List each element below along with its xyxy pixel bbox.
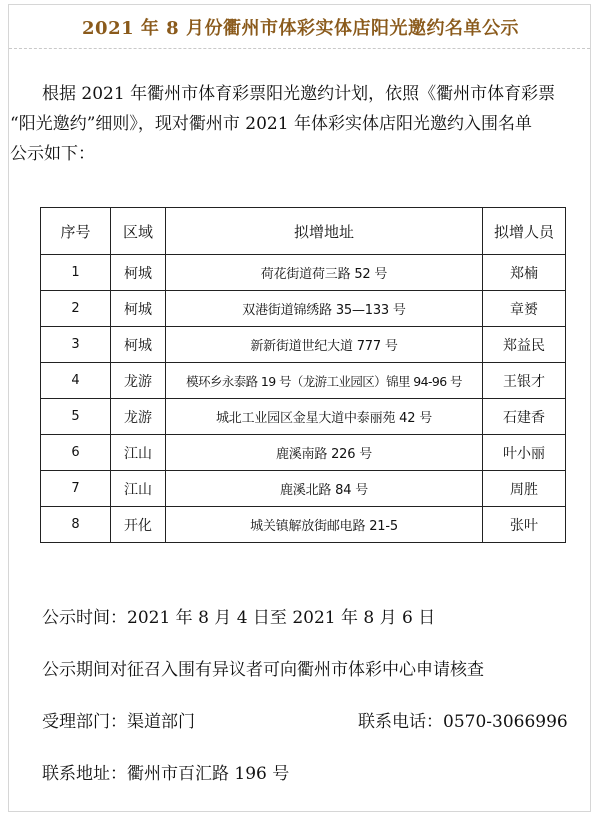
contact-phone: 联系电话：0570-3066996 <box>358 712 568 732</box>
cell-address: 鹿溪南路 226 号 <box>166 435 483 471</box>
cell-address: 模环乡永泰路 19 号（龙游工业园区）锦里 94-96 号 <box>166 363 483 399</box>
cell-area: 开化 <box>111 507 166 543</box>
intro-line: “阳光邀约”细则》，现对衢州市 2021 年体彩实体店阳光邀约入围名单 <box>10 114 532 134</box>
cell-index: 2 <box>41 291 111 327</box>
cell-person: 章赟 <box>483 291 566 327</box>
cell-address: 荷花街道荷三路 52 号 <box>166 255 483 291</box>
objection-notice: 公示期间对征召入围有异议者可向衢州市体彩中心申请核查 <box>42 660 484 680</box>
table-header-row <box>41 208 566 255</box>
cell-person: 郑益民 <box>483 327 566 363</box>
cell-person: 石建香 <box>483 399 566 435</box>
header-person: 拟增人员 <box>483 208 566 255</box>
cell-area: 龙游 <box>111 363 166 399</box>
cell-person: 郑楠 <box>483 255 566 291</box>
table-row <box>41 399 566 435</box>
intro-line: 公示如下： <box>10 144 95 164</box>
intro-line: 根据 2021 年衢州市体育彩票阳光邀约计划，依照《衢州市体育彩票 <box>42 84 556 104</box>
publicity-period: 公示时间：2021 年 8 月 4 日至 2021 年 8 月 6 日 <box>42 608 436 628</box>
cell-address: 新新街道世纪大道 777 号 <box>166 327 483 363</box>
header-area: 区域 <box>111 208 166 255</box>
cell-person: 周胜 <box>483 471 566 507</box>
cell-index: 3 <box>41 327 111 363</box>
cell-index: 8 <box>41 507 111 543</box>
page-title: 2021 年 8 月份衢州市体彩实体店阳光邀约名单公示 <box>82 18 519 39</box>
table-row <box>41 507 566 543</box>
cell-person: 张叶 <box>483 507 566 543</box>
table-row <box>41 363 566 399</box>
cell-address: 城北工业园区金星大道中泰丽苑 42 号 <box>166 399 483 435</box>
cell-address: 双港街道锦绣路 35—133 号 <box>166 291 483 327</box>
table-row <box>41 327 566 363</box>
intro-paragraph <box>10 79 590 169</box>
cell-index: 4 <box>41 363 111 399</box>
cell-area: 柯城 <box>111 255 166 291</box>
cell-address: 鹿溪北路 84 号 <box>166 471 483 507</box>
table-row <box>41 291 566 327</box>
cell-person: 叶小丽 <box>483 435 566 471</box>
table-row <box>41 471 566 507</box>
handling-department: 受理部门：渠道部门 <box>42 712 195 732</box>
title-divider <box>9 48 590 49</box>
cell-area: 江山 <box>111 435 166 471</box>
cell-index: 6 <box>41 435 111 471</box>
cell-person: 王银才 <box>483 363 566 399</box>
header-index: 序号 <box>41 208 111 255</box>
cell-address: 城关镇解放街邮电路 21-5 <box>166 507 483 543</box>
cell-area: 龙游 <box>111 399 166 435</box>
cell-index: 1 <box>41 255 111 291</box>
cell-area: 柯城 <box>111 291 166 327</box>
cell-area: 柯城 <box>111 327 166 363</box>
cell-index: 7 <box>41 471 111 507</box>
table-row <box>41 255 566 291</box>
cell-area: 江山 <box>111 471 166 507</box>
header-address: 拟增地址 <box>166 208 483 255</box>
candidate-table <box>40 207 566 543</box>
table-row <box>41 435 566 471</box>
contact-address: 联系地址：衢州市百汇路 196 号 <box>42 764 290 784</box>
cell-index: 5 <box>41 399 111 435</box>
